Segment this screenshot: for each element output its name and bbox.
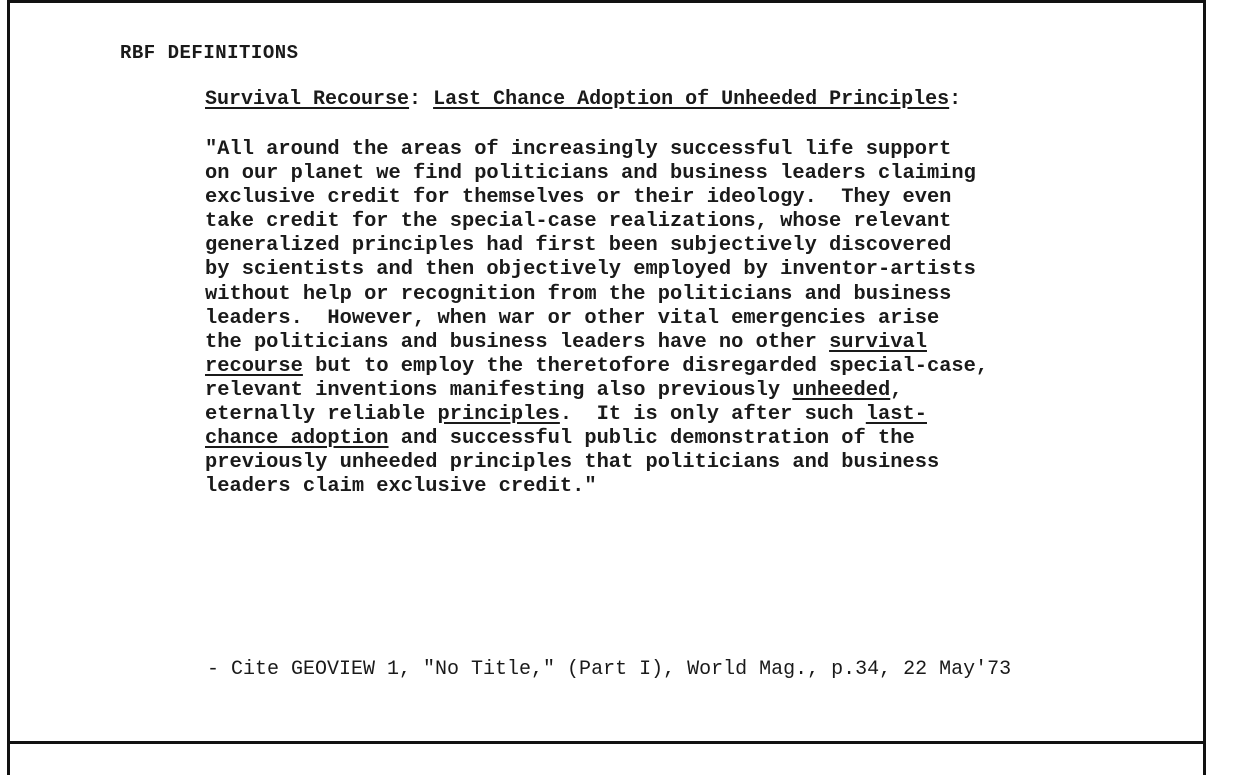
quote-text: by scientists and then objectively employed by inventor-artists	[205, 258, 976, 282]
subterm-separator: :	[949, 88, 962, 111]
quote-text: leaders claim exclusive credit."	[205, 475, 597, 499]
quote-text: . It is only after such	[559, 403, 866, 427]
underlined-phrase: recourse	[205, 354, 303, 378]
underlined-phrase: chance adoption	[205, 427, 389, 451]
quote-line	[205, 283, 988, 307]
definition-quote	[205, 138, 988, 499]
quote-text: eternally reliable	[205, 403, 438, 427]
quote-text: exclusive credit for themselves or their ideology. They even	[205, 186, 952, 210]
quote-line	[205, 475, 988, 499]
page-header: RBF DEFINITIONS	[120, 42, 299, 64]
quote-line	[205, 258, 988, 282]
definition-term: Survival Recourse	[205, 88, 410, 111]
quote-text: generalized principles had first been subjectively discovered	[205, 234, 952, 258]
underlined-phrase: principles	[437, 403, 560, 427]
quote-line	[205, 403, 988, 427]
quote-line	[205, 331, 988, 355]
card-bottom-edge	[7, 744, 1206, 775]
quote-text: without help or recognition from the politicians and business	[205, 282, 952, 306]
term-separator: :	[409, 88, 422, 111]
quote-text: previously unheeded principles that politicians and business	[205, 451, 940, 475]
quote-line	[205, 234, 988, 258]
quote-text: ,	[890, 378, 903, 402]
quote-text: on our planet we find politicians and business leaders claiming	[205, 162, 976, 186]
definition-heading	[205, 88, 961, 111]
quote-text: but to employ the theretofore disregarded special-case,	[302, 354, 989, 378]
quote-line	[205, 355, 988, 379]
quote-text: take credit for the special-case realizations, whose relevant	[205, 210, 952, 234]
underlined-phrase: unheeded	[792, 378, 891, 402]
quote-text: leaders. However, when war or other vital emergencies arise	[205, 306, 940, 330]
quote-line	[205, 379, 988, 403]
underlined-phrase: survival	[829, 330, 927, 354]
quote-line	[205, 186, 988, 210]
quote-text: the politicians and business leaders have no other	[205, 330, 830, 354]
quote-line	[205, 210, 988, 234]
quote-text: relevant inventions manifesting also previously	[205, 378, 793, 402]
quote-line	[205, 427, 988, 451]
quote-line	[205, 307, 988, 331]
quote-line	[205, 451, 988, 475]
quote-line	[205, 162, 988, 186]
quote-text: "All around the areas of increasingly successful life support	[205, 138, 952, 161]
citation: - Cite GEOVIEW 1, "No Title," (Part I), World Mag., p.34, 22 May'73	[207, 658, 1012, 681]
underlined-phrase: last-	[865, 403, 927, 427]
quote-line	[205, 138, 988, 162]
quote-text: and successful public demonstration of the	[388, 427, 915, 451]
definition-subterm: Last Chance Adoption of Unheeded Principles	[433, 88, 950, 111]
